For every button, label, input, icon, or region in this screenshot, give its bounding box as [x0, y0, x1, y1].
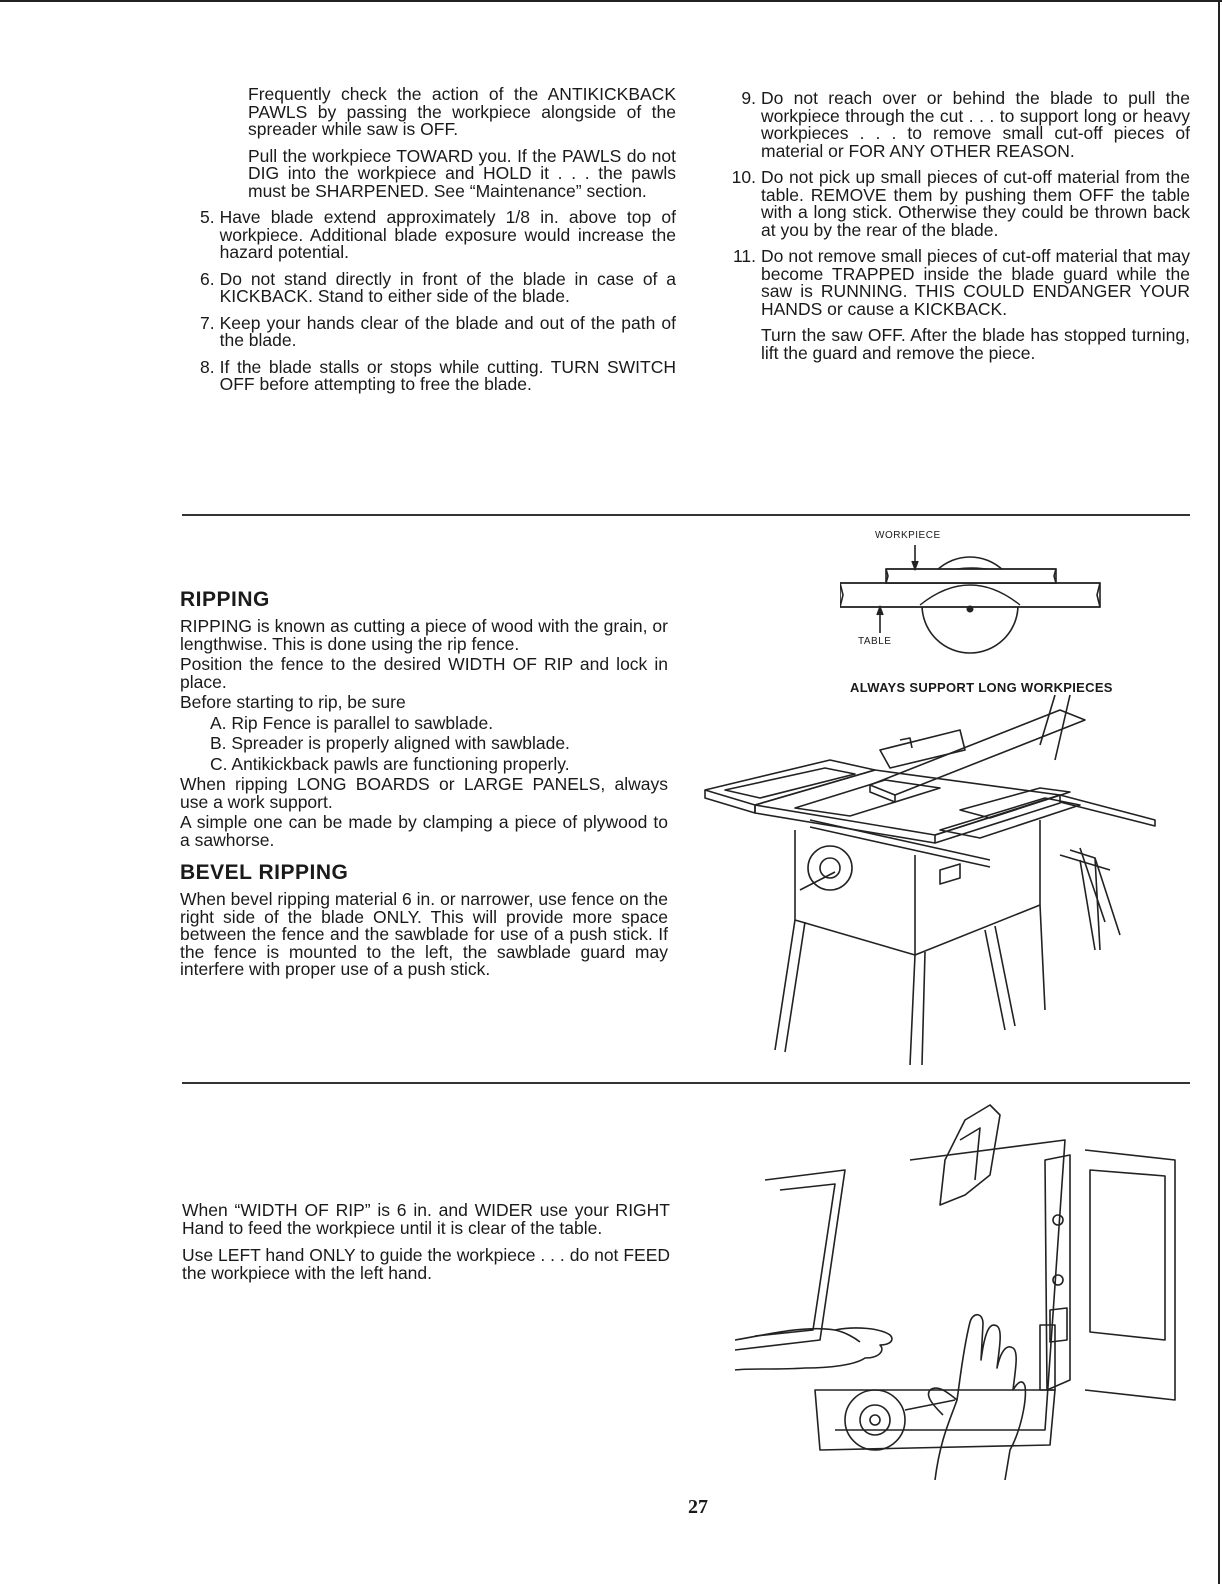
top-left-column: [200, 86, 676, 403]
paragraph-turn-saw-off: Turn the saw OFF. After the blade has stopped turning, lift the guard and remove the piece.: [761, 325, 1190, 363]
list-item: 7. Keep your hands clear of the blade and out of the path of the blade.: [200, 312, 676, 350]
right-hand-paragraph: When “WIDTH OF RIP” is 6 in. and WIDER use your RIGHT Hand to feed the workpiece until it is clear of the table.: [182, 1200, 670, 1238]
workpiece-label: WORKPIECE: [875, 530, 941, 541]
safety-list-left: [200, 209, 676, 394]
bevel-paragraph: When bevel ripping material 6 in. or narrower, use fence on the right side of the blade ONLY. This will provide more space between the fence and the sawblade for use of a push stick. If the fence is mounted to the left, the sawblade guard may interfere with proper use of a push stick.: [180, 889, 668, 979]
checklist-item: A. Rip Fence is parallel to sawblade.: [210, 712, 494, 733]
divider-bottom: [182, 1082, 1190, 1084]
ripping-paragraph: Before starting to rip, be sure: [180, 692, 406, 712]
paragraph-pull-workpiece: Pull the workpiece TOWARD you. If the PAWLS do not DIG into the workpiece and HOLD it . . . the pawls must be SHARPENED. See “Maintenance” section.: [248, 145, 676, 201]
figure-caption: ALWAYS SUPPORT LONG WORKPIECES: [850, 680, 1113, 695]
blade-height-diagram: [840, 545, 1110, 660]
bevel-ripping-heading: BEVEL RIPPING: [180, 861, 349, 884]
safety-list-right: [728, 90, 1190, 318]
ripping-paragraph: When ripping LONG BOARDS or LARGE PANELS, always use a work support.: [180, 774, 668, 812]
paragraph-check-pawls: Frequently check the action of the ANTIKICKBACK PAWLS by passing the workpiece alongside of the spreader while saw is OFF.: [248, 84, 676, 139]
page-number: 27: [688, 1496, 708, 1518]
list-item: 9. Do not reach over or behind the blade to pull the workpiece through the cut . . . to support long or heavy workpieces . . . to remove small cut-off pieces of material or FOR ANY OTHER REASON.: [741, 88, 1190, 161]
ripping-heading: RIPPING: [180, 588, 270, 611]
list-item: 6. Do not stand directly in front of the blade in case of a KICKBACK. Stand to either side of the blade.: [200, 268, 676, 306]
ripping-section: [180, 588, 668, 982]
hands-feeding-workpiece-illustration: [725, 1100, 1190, 1480]
list-item: 11. Do not remove small pieces of cut-off material that may become TRAPPED inside the blade guard while the saw is RUNNING. THIS COULD ENDANGER YOUR HANDS or cause a KICKBACK.: [732, 246, 1190, 319]
top-right-column: [728, 90, 1190, 371]
ripping-paragraph: Position the fence to the desired WIDTH OF RIP and lock in place.: [180, 654, 668, 692]
list-item: 10. Do not pick up small pieces of cut-off material from the table. REMOVE them by pushing them OFF the table with a long stick. Otherwise they could be thrown back at you by the rear of the blade.: [731, 167, 1190, 240]
feeding-instructions: [182, 1202, 670, 1285]
table-saw-with-work-support-illustration: [700, 690, 1170, 1070]
right-border: [1218, 0, 1220, 1584]
ripping-paragraph: A simple one can be made by clamping a piece of plywood to a sawhorse.: [180, 812, 668, 850]
top-border: [0, 0, 1222, 2]
checklist-item: B. Spreader is properly aligned with sawblade.: [210, 733, 570, 753]
list-item: 5. Have blade extend approximately 1/8 in. above top of workpiece. Additional blade exposure would increase the hazard potential.: [200, 207, 676, 262]
left-hand-paragraph: Use LEFT hand ONLY to guide the workpiece . . . do not FEED the workpiece with the left hand.: [182, 1245, 670, 1283]
table-label: TABLE: [858, 636, 892, 647]
divider-top: [182, 514, 1190, 516]
ripping-paragraph: RIPPING is known as cutting a piece of wood with the grain, or lengthwise. This is done using the rip fence.: [180, 616, 668, 654]
list-item: 8. If the blade stalls or stops while cutting. TURN SWITCH OFF before attempting to free the blade.: [200, 356, 676, 394]
checklist-item: C. Antikickback pawls are functioning properly.: [210, 753, 570, 774]
